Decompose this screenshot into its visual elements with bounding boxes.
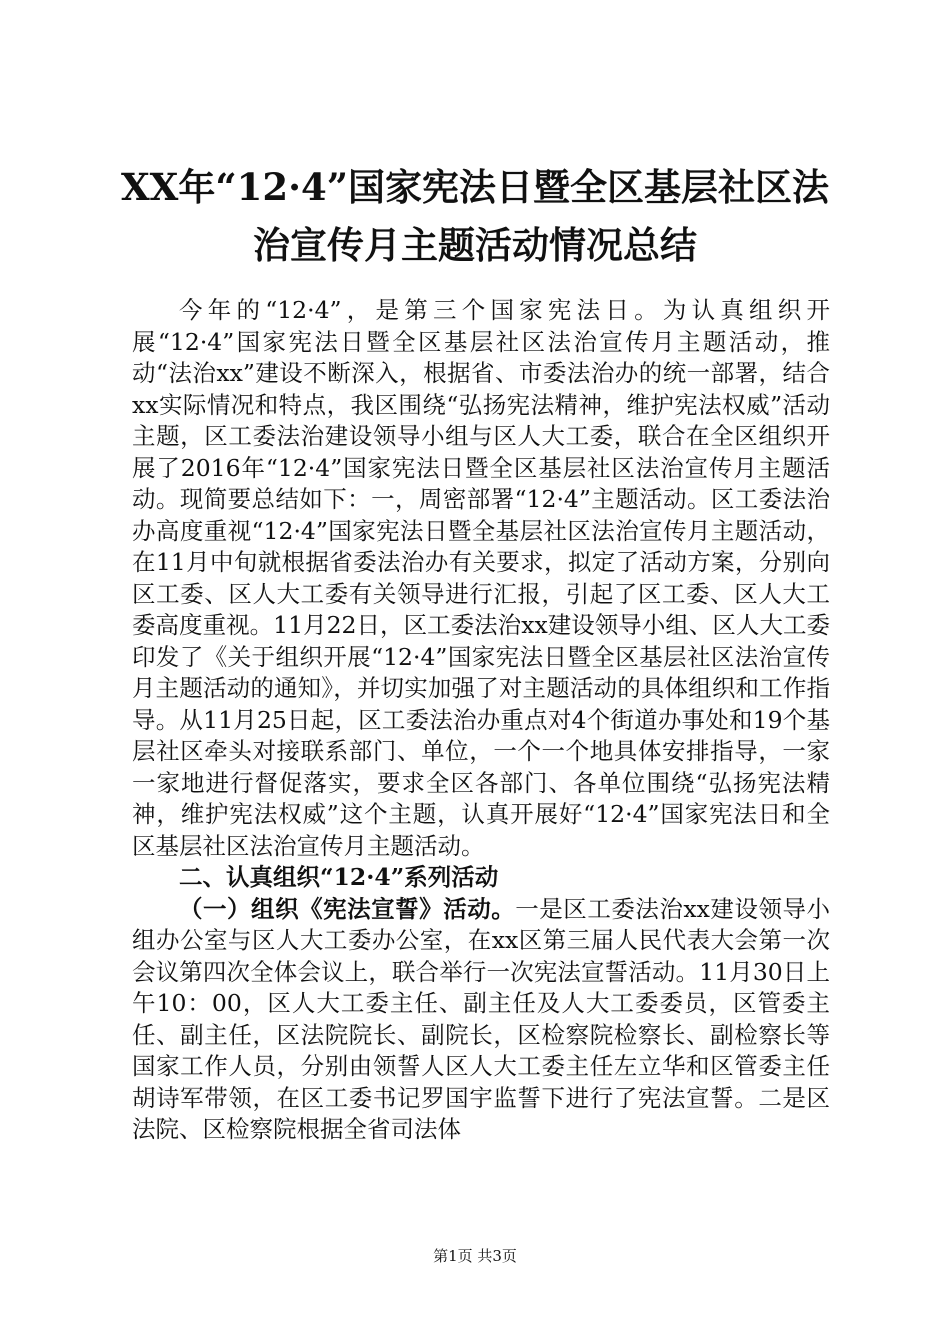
page-footer: 第1页 共3页 xyxy=(433,1247,517,1265)
document-title-line-2: 治宣传月主题活动情况总结 xyxy=(253,223,697,267)
document-title-line-1: XX年“12·4”国家宪法日暨全区基层社区法 xyxy=(120,165,830,209)
subsection-lead: （一）组织《宪法宣誓》活动。 xyxy=(179,894,516,923)
paragraph-intro: 今年的“12·4”，是第三个国家宪法日。为认真组织开展“12·4”国家宪法日暨全区基层社区法治宣传月主题活动，推动“法治xx”建设不断深入，根据省、市委法治办的统一部署，结合xx实际情况和特点，我区围绕“弘扬宪法精神，维护宪法权威”活动主题，区工委法治建设领导小组与区人大工委，联合在全区组织开展了2016年“12·4”国家宪法日暨全区基层社区法治宣传月主题活动。现简要总结如下：一，周密部署“12·4”主题活动。区工委法治办高度重视“12·4”国家宪法日暨全基层社区法治宣传月主题活动，在11月中旬就根据省委法治办有关要求，拟定了活动方案，分别向区工委、区人大工委有关领导进行汇报，引起了区工委、区人大工委高度重视。11月22日，区工委法治xx建设领导小组、区人大工委印发了《关于组织开展“12·4”国家宪法日暨全区基层社区法治宣传月主题活动的通知》，并切实加强了对主题活动的具体组织和工作指导。从11月25日起，区工委法治办重点对4个街道办事处和19个基层社区牵头对接联系部门、单位，一个一个地具体安排指导，一家一家地进行督促落实，要求全区各部门、各单位围绕“弘扬宪法精神，维护宪法权威”这个主题，认真开展好“12·4”国家宪法日和全区基层社区法治宣传月主题活动。 xyxy=(132,296,830,860)
subsection-text: 一是区工委法治xx建设领导小组办公室与区人大工委办公室，在xx区第三届人民代表大会第一次会议第四次全体会议上，联合举行一次宪法宣誓活动。11月30日上午10：00，区人大工委主任、副主任及人大工委委员，区管委主任、副主任，区法院院长、副院长，区检察院检察长、副检察长等国家工作人员，分别由领誓人区人大工委主任左立华和区管委主任胡诗军带领，在区工委书记罗国宇监誓下进行了宪法宣誓。二是区法院、区检察院根据全省司法体 xyxy=(132,894,830,1143)
paragraph-oath-activity xyxy=(132,894,830,1146)
document-body xyxy=(132,295,830,1146)
section-heading-2: 二、认真组织“12·4”系列活动 xyxy=(179,863,499,891)
